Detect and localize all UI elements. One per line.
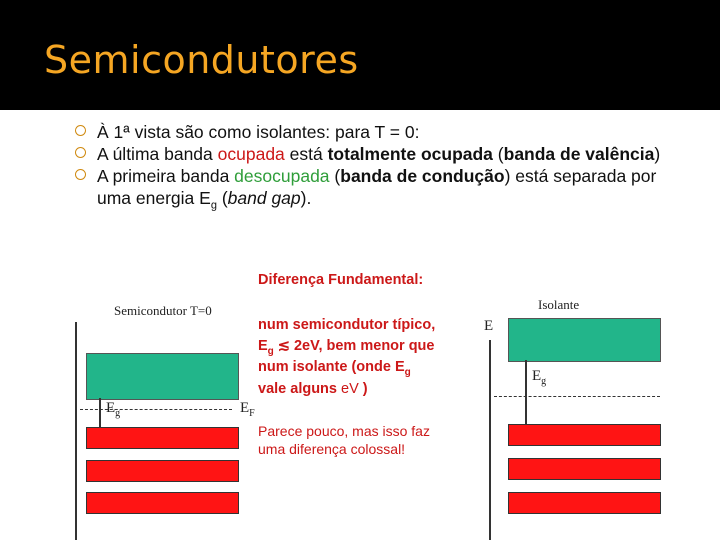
fermi-label: $E_F$	[240, 400, 255, 419]
bullet-text: está	[284, 144, 328, 164]
left-energy-axis	[75, 322, 77, 540]
bullet-text: ).	[300, 188, 312, 208]
bullet-text: (	[492, 144, 504, 164]
bullet-item-2	[75, 143, 695, 165]
annotation-note-2: uma diferença colossal!	[258, 441, 406, 457]
bullet-text: À 1ª vista são como isolantes: para T = 0:	[97, 122, 420, 142]
bullet-circle-icon	[75, 147, 86, 158]
right-fermi-line	[494, 396, 660, 397]
left-gap-arrow	[99, 398, 101, 428]
left-valence-band-1	[86, 427, 239, 449]
right-energy-axis	[489, 340, 491, 540]
left-diagram-caption: Semicondutor T=0	[114, 303, 212, 318]
right-diagram-caption: Isolante	[538, 297, 580, 312]
bullet-item-1	[75, 121, 695, 143]
bullet-text: ) está separada por uma energia E	[97, 166, 657, 208]
bullet-circle-icon	[75, 169, 86, 180]
slide-title: Semicondutores	[44, 38, 359, 82]
highlight-desocupada: desocupada	[234, 166, 330, 186]
annotation-line-2: $E_g$ ≲ 2eV, bem menor que	[258, 338, 435, 357]
left-conduction-band	[86, 353, 239, 400]
right-gap-arrow	[525, 360, 527, 424]
bullet-text: (	[216, 188, 228, 208]
bullet-text: A última banda	[97, 144, 218, 164]
left-valence-band-3	[86, 492, 239, 514]
annotation-line-1: num semicondutor típico,	[258, 317, 436, 333]
left-valence-band-2	[86, 460, 239, 482]
annotation-heading: Diferença Fundamental:	[258, 272, 424, 288]
right-valence-band-1	[508, 424, 661, 446]
annotation-note-1: Parece pouco, mas isso faz	[258, 423, 430, 439]
italic-text: band gap	[227, 188, 301, 208]
annotation-line-4: vale alguns eV )	[258, 381, 368, 397]
bullet-circle-icon	[75, 125, 86, 136]
bullet-text: (	[329, 166, 341, 186]
bullet-item-3	[75, 165, 695, 217]
subscript: g	[210, 199, 217, 212]
left-fermi-line	[80, 409, 232, 410]
bold-text: totalmente ocupada	[327, 144, 493, 164]
bold-text: banda de valência	[503, 144, 655, 164]
annotation-line-3: num isolante (onde $E_g$	[258, 359, 411, 378]
bullet-text: A primeira banda	[97, 166, 235, 186]
highlight-ocupada: ocupada	[217, 144, 285, 164]
bullet-list	[75, 121, 695, 217]
bullet-text: )	[654, 144, 661, 164]
left-gap-label: $E_g$	[106, 400, 121, 419]
right-conduction-band	[508, 318, 661, 362]
right-gap-label: $E_g$	[532, 368, 547, 387]
right-valence-band-3	[508, 492, 661, 514]
bold-text: banda de condução	[340, 166, 505, 186]
right-valence-band-2	[508, 458, 661, 480]
right-axis-label: E	[484, 318, 494, 334]
